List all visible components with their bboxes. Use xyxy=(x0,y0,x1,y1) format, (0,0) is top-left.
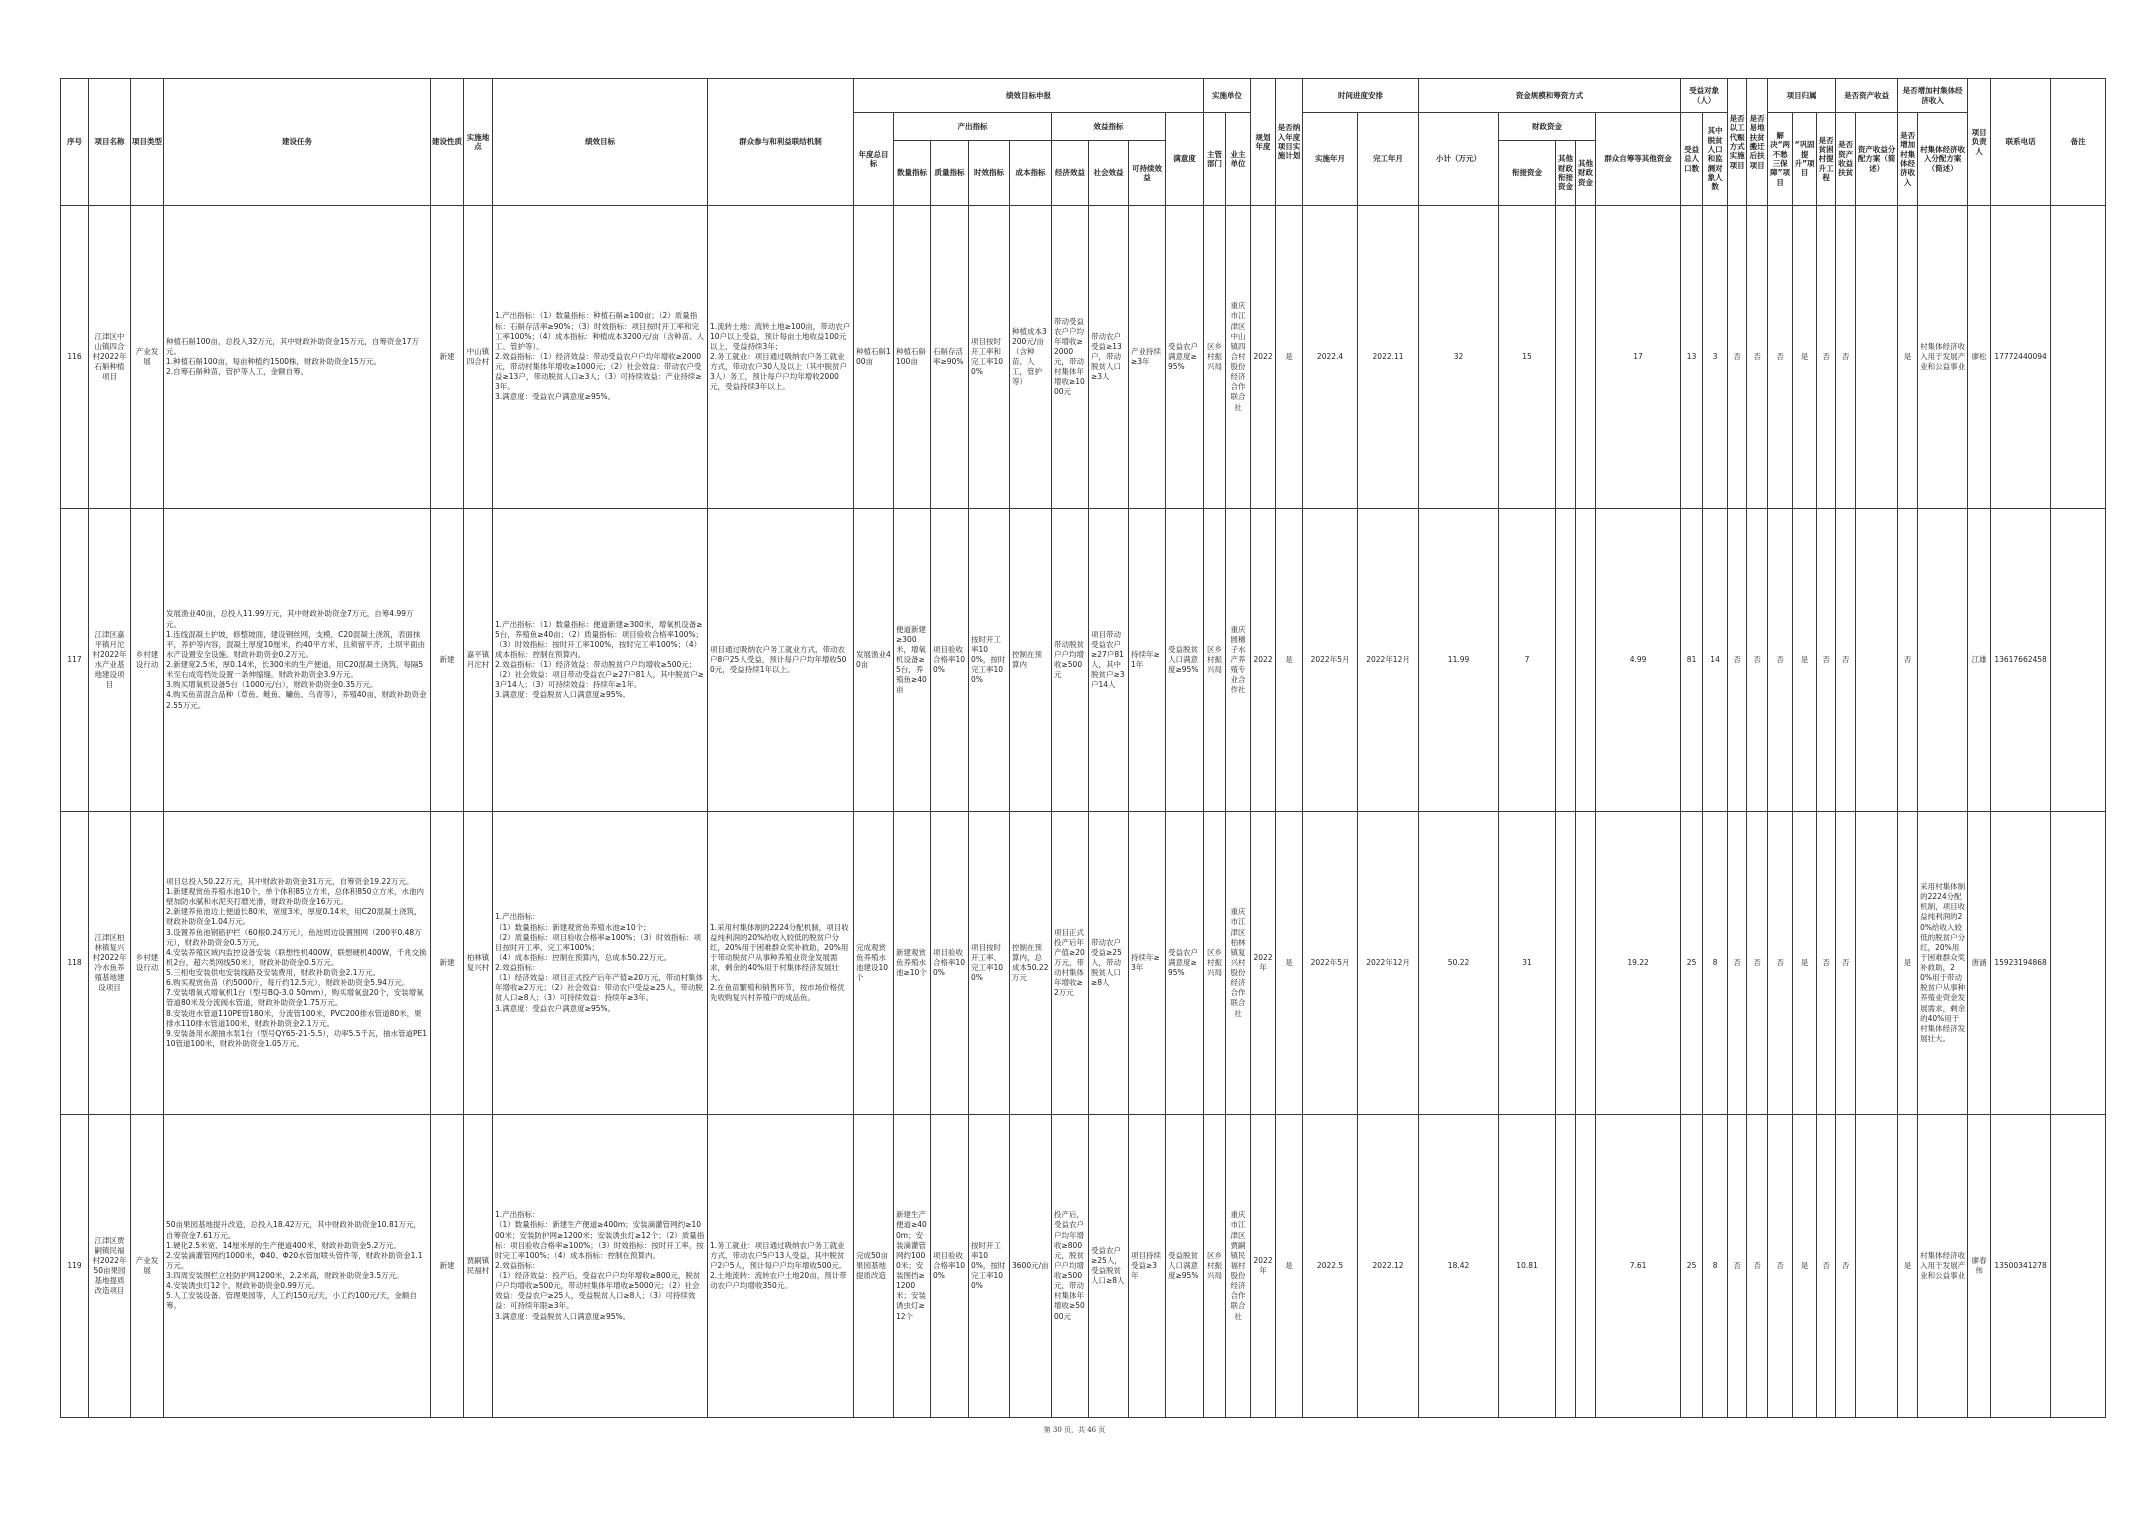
collective-income-cell: 是 xyxy=(1898,1115,1918,1418)
mechanism-cell: 项目通过吸纳农户务工就业方式，带动农户8户25人受益，预计每户户均年增收500元，受益持续1年以上。 xyxy=(708,509,854,812)
self-raised-cell: 7.61 xyxy=(1596,1115,1681,1418)
satisfaction-cell: 受益脱贫人口满意度≥95% xyxy=(1166,509,1204,812)
collective-plan-cell: 村集体经济收入用于发展产业和公益事业 xyxy=(1918,206,1968,509)
location-cell: 柏林镇复兴村 xyxy=(464,812,493,1115)
asset-income-cell: 否 xyxy=(1836,1115,1856,1418)
project-name-cell: 江津区贾嗣镇民福村2022年50亩果园基地提质改造项目 xyxy=(89,1115,131,1418)
collective-plan-cell: 村集体经济收入用于发展产业和公益事业 xyxy=(1918,1115,1968,1418)
header-phone: 联系电话 xyxy=(1991,79,2051,206)
owner-cell: 重庆市江津区贾嗣镇民福村股份经济合作联合社 xyxy=(1226,1115,1251,1418)
project-table xyxy=(60,78,2106,1418)
header-attribution-group: 项目归属 xyxy=(1768,79,1836,113)
poor-beneficiaries-cell: 8 xyxy=(1703,812,1728,1115)
mechanism-cell: 1.流转土地：流转土地≥100亩，带动农户10户以上受益，预计每亩土地收益100元以上，受益持续3年； 2.务工就业：项目通过吸纳农户务工就业方式，带动农户30人及以上（其中脱贫户3人）务工，预计每户户均年增收2000元，受益持续3年以上。 xyxy=(708,206,854,509)
work-relief-cell: 否 xyxy=(1728,1115,1747,1418)
header-leader: 项目负责人 xyxy=(1968,79,1991,206)
timeliness-indicator-cell: 按时开工率100%，按时完工率100% xyxy=(969,509,1010,812)
header-construction-nature: 建设性质 xyxy=(431,79,464,206)
sustain-benefit-cell: 持续年≥3年 xyxy=(1129,812,1166,1115)
header-linked-funds: 衔接资金 xyxy=(1499,141,1556,206)
remark-cell xyxy=(2051,206,2106,509)
header-quality: 质量指标 xyxy=(931,141,969,206)
poor-village-cell: 否 xyxy=(1817,206,1836,509)
construction-nature-cell: 新建 xyxy=(431,812,464,1115)
quality-indicator-cell: 项目验收合格率100% xyxy=(931,509,969,812)
asset-income-cell: 否 xyxy=(1836,206,1856,509)
header-performance-group: 绩效目标申报 xyxy=(854,79,1204,113)
header-in-plan: 是否纳入年度项目实施计划 xyxy=(1276,79,1303,206)
other-linked-funds-cell xyxy=(1556,206,1576,509)
other-fiscal-funds-cell xyxy=(1576,1115,1596,1418)
in-plan-cell: 是 xyxy=(1276,1115,1303,1418)
project-type-cell: 乡村建设行动 xyxy=(131,509,164,812)
social-benefit-cell: 带动农户受益≥13户，带动脱贫人口≥3人 xyxy=(1089,206,1129,509)
qty-indicator-cell: 新建观赏鱼养殖水池≥10个 xyxy=(894,812,931,1115)
header-beneficiary-group: 受益对象（人） xyxy=(1681,79,1728,113)
other-fiscal-funds-cell xyxy=(1576,812,1596,1115)
poor-beneficiaries-cell: 14 xyxy=(1703,509,1728,812)
header-mechanism: 群众参与和利益联结机制 xyxy=(708,79,854,206)
header-satisfaction: 满意度 xyxy=(1166,113,1204,206)
header-self-raised: 群众自筹等其他资金 xyxy=(1596,113,1681,206)
other-linked-funds-cell xyxy=(1556,509,1576,812)
asset-income-cell: 否 xyxy=(1836,509,1856,812)
performance-goal-cell: 1.产出指标：（1）数量指标：便道新建≥300米，增氧机设备≥5台，养殖鱼≥40亩；（2）质量指标：项目验收合格率100%；（3）时效指标：按时开工率100%，按时完工率100%；（4）成本指标：控制在预算内。 2.效益指标：（1）经济效益：带动脱贫户户均增收≥500元；（2）社会效益：项目带动受益农户≥27户81人，其中脱贫户≥3户14人；（3）可持续效益：持续年≥1年。 3.满意度：受益脱贫人口满意度≥95%。 xyxy=(493,509,708,812)
relocation-cell: 否 xyxy=(1747,812,1768,1115)
table-row xyxy=(61,812,2106,1115)
consolidate-cell: 是 xyxy=(1793,206,1817,509)
header-qty: 数量指标 xyxy=(894,141,931,206)
dept-cell: 区乡村振兴局 xyxy=(1204,206,1226,509)
other-linked-funds-cell xyxy=(1556,1115,1576,1418)
cost-indicator-cell: 控制在预算内 xyxy=(1010,509,1052,812)
two-guarantees-cell: 否 xyxy=(1768,509,1793,812)
construction-task-cell: 50亩果园基地提升改造，总投入18.42万元，其中财政补助资金10.81万元，自筹资金7.61万元。 1.硬化2.5米宽、14厘米厚的生产便道400米，财政补助资金5.2万元。 2.安装滴灌管网约1000米，Φ40、Φ20水管加喷头管件等，财政补助资金1.1万元。 3.四周安装围栏立柱防护网1200米，2.2米高，财政补助资金3.5万元。 4.安装诱虫灯12个，财政补助资金0.99万元。 5.人工安装设备、管理果园等，人工约150元/天，小工约100元/天，金额自筹。 xyxy=(164,1115,431,1418)
plan-year-cell: 2022年 xyxy=(1251,812,1276,1115)
social-benefit-cell: 受益农户≥25人，受益脱贫人口≥8人 xyxy=(1089,1115,1129,1418)
collective-income-cell: 否 xyxy=(1898,509,1918,812)
header-annual-target: 年度总目标 xyxy=(854,113,894,206)
header-work-relief: 是否以工代赈方式实施项目 xyxy=(1728,79,1747,206)
work-relief-cell: 否 xyxy=(1728,509,1747,812)
asset-plan-cell xyxy=(1856,812,1898,1115)
table-row xyxy=(61,1115,2106,1418)
subtotal-cell: 32 xyxy=(1419,206,1499,509)
header-asset-plan: 资产收益分配方案（简述） xyxy=(1856,113,1898,206)
leader-cell: 唐涵 xyxy=(1968,812,1991,1115)
seq-cell: 119 xyxy=(61,1115,89,1418)
plan-year-cell: 2022年 xyxy=(1251,1115,1276,1418)
table-row xyxy=(61,206,2106,509)
header-asset-group: 是否资产收益 xyxy=(1836,79,1898,113)
asset-income-cell: 否 xyxy=(1836,812,1856,1115)
plan-year-cell: 2022 xyxy=(1251,509,1276,812)
construction-nature-cell: 新建 xyxy=(431,509,464,812)
owner-cell: 重庆圆穗子水产养殖专业合作社 xyxy=(1226,509,1251,812)
header-economic: 经济效益 xyxy=(1052,141,1089,206)
start-date-cell: 2022.5 xyxy=(1303,1115,1358,1418)
collective-income-cell: 是 xyxy=(1898,206,1918,509)
header-project-type: 项目类型 xyxy=(131,79,164,206)
social-benefit-cell: 带动农户受益≥25人，带动脱贫人口≥8人 xyxy=(1089,812,1129,1115)
header-owner: 业主单位 xyxy=(1226,113,1251,206)
consolidate-cell: 是 xyxy=(1793,812,1817,1115)
relocation-cell: 否 xyxy=(1747,1115,1768,1418)
timeliness-indicator-cell: 项目按时开工率、完工率100% xyxy=(969,812,1010,1115)
owner-cell: 重庆市江津区中山镇四合村股份经济合作联合社 xyxy=(1226,206,1251,509)
qty-indicator-cell: 便道新建≥300米，增氧机设备≥5台，养殖鱼≥40亩 xyxy=(894,509,931,812)
beneficiaries-cell: 25 xyxy=(1681,1115,1703,1418)
project-name-cell: 江津区中山镇四合村2022年石斛种植项目 xyxy=(89,206,131,509)
construction-task-cell: 种植石斛100亩，总投入32万元，其中财政补助资金15万元，自筹资金17万元。 1.种植石斛100亩，每亩种植约1500株，财政补助资金15万元。 2.自筹石斛种苗，管护等人工，金额自筹。 xyxy=(164,206,431,509)
construction-task-cell: 项目总投入50.22万元，其中财政补助资金31万元，自筹资金19.22万元。 1.新建观赏鱼养殖水池10个，单个体积85立方米，总体积850立方米，水池内壁加防水腻和水泥夹打磨光滑，财政补助资金16万元。 2.新建养鱼池边上便道长80米，宽度3米，厚度0.14米，用C20混凝土浇筑，财政补助资金1.04万元。 3.设置养鱼池钢筋护栏（60根0.24万元），鱼池周边设置围网（200平0.48万元），财政补助资金0.5万元。 4.安装养殖区域内监控设备安装（联想性机400W，联想硬机400W，千兆交换机2台，超六类网线50米），财政补助资金0.5万元。 5.三相电安装供电安装线路及安装费用，财政补助资金2.1万元。 6.购买观赏鱼苗（约5000斤，每斤约12.5元），财政补助资金5.94万元。 7.安装增氧式增氧机1台（型号BQ-3.0 50mm），购买增氧盘20个，安装增氧管道80米及分流阀水管道，财政补助资金1.75万元。 8.安装进水管道110PE管180米，分流管100米，PVC200排水管道80米，果排水110排水管道100米，财政补助资金2.1万元。 9.安装备用水源抽水泵1台（型号QY65-21-5.5），功率5.5千瓦，抽水管道PE110管道100米，财政补助资金1.05万元。 xyxy=(164,812,431,1115)
plan-year-cell: 2022 xyxy=(1251,206,1276,509)
asset-plan-cell xyxy=(1856,509,1898,812)
header-benefit-group: 效益指标 xyxy=(1052,113,1166,141)
end-date-cell: 2022.11 xyxy=(1358,206,1419,509)
relocation-cell: 否 xyxy=(1747,509,1768,812)
header-dept: 主管部门 xyxy=(1204,113,1226,206)
start-date-cell: 2022年5月 xyxy=(1303,812,1358,1115)
consolidate-cell: 是 xyxy=(1793,1115,1817,1418)
seq-cell: 118 xyxy=(61,812,89,1115)
header-remark: 备注 xyxy=(2051,79,2106,206)
performance-goal-cell: 1.产出指标：（1）数量指标：种植石斛≥100亩；（2）质量指标：石斛存活率≥90%；（3）时效指标：项目按时开工率和完工率100%；（4）成本指标：种植成本3200元/亩（含种苗、人工、管护等）。 2.效益指标：（1）经济效益：带动受益农户户均年增收≥2000元，带动村集体年增收≥1000元；（2）社会效益：带动农户受益≥13户，带动脱贫人口≥3人；（3）可持续效益：产业持续≥3年。 3.满意度：受益农户满意度≥95%。 xyxy=(493,206,708,509)
poor-village-cell: 否 xyxy=(1817,1115,1836,1418)
other-fiscal-funds-cell xyxy=(1576,206,1596,509)
work-relief-cell: 否 xyxy=(1728,812,1747,1115)
satisfaction-cell: 受益脱贫人口满意度≥95% xyxy=(1166,1115,1204,1418)
linked-funds-cell: 15 xyxy=(1499,206,1556,509)
header-cost: 成本指标 xyxy=(1010,141,1052,206)
quality-indicator-cell: 石斛存活率≥90% xyxy=(931,206,969,509)
other-fiscal-funds-cell xyxy=(1576,509,1596,812)
sustain-benefit-cell: 产业持续≥3年 xyxy=(1129,206,1166,509)
in-plan-cell: 是 xyxy=(1276,509,1303,812)
header-sustain: 可持续效益 xyxy=(1129,141,1166,206)
header-fiscal-group: 财政资金 xyxy=(1499,113,1596,141)
construction-nature-cell: 新建 xyxy=(431,1115,464,1418)
quality-indicator-cell: 项目验收合格率100% xyxy=(931,1115,969,1418)
in-plan-cell: 是 xyxy=(1276,812,1303,1115)
self-raised-cell: 19.22 xyxy=(1596,812,1681,1115)
project-name-cell: 江津区嘉平镇月沱村2022年水产业基地建设项目 xyxy=(89,509,131,812)
two-guarantees-cell: 否 xyxy=(1768,206,1793,509)
location-cell: 嘉平镇月沱村 xyxy=(464,509,493,812)
in-plan-cell: 是 xyxy=(1276,206,1303,509)
sustain-benefit-cell: 项目持续受益≥3年 xyxy=(1129,1115,1166,1418)
start-date-cell: 2022.4 xyxy=(1303,206,1358,509)
phone-cell: 13617662458 xyxy=(1991,509,2051,812)
satisfaction-cell: 受益农户满意度≥95% xyxy=(1166,206,1204,509)
work-relief-cell: 否 xyxy=(1728,206,1747,509)
header-collective-income: 是否增加村集体经济收入 xyxy=(1898,113,1918,206)
self-raised-cell: 17 xyxy=(1596,206,1681,509)
remark-cell xyxy=(2051,509,2106,812)
header-seq: 序号 xyxy=(61,79,89,206)
table-row xyxy=(61,509,2106,812)
satisfaction-cell: 受益农户满意度≥95% xyxy=(1166,812,1204,1115)
start-date-cell: 2022年5月 xyxy=(1303,509,1358,812)
other-linked-funds-cell xyxy=(1556,812,1576,1115)
annual-target-cell: 种植石斛100亩 xyxy=(854,206,894,509)
remark-cell xyxy=(2051,1115,2106,1418)
two-guarantees-cell: 否 xyxy=(1768,1115,1793,1418)
leader-cell: 廖松 xyxy=(1968,206,1991,509)
project-type-cell: 乡村建设行动 xyxy=(131,812,164,1115)
timeliness-indicator-cell: 项目按时开工率和完工率100% xyxy=(969,206,1010,509)
collective-plan-cell xyxy=(1918,509,1968,812)
remark-cell xyxy=(2051,812,2106,1115)
seq-cell: 116 xyxy=(61,206,89,509)
leader-cell: 廖春伟 xyxy=(1968,1115,1991,1418)
construction-nature-cell: 新建 xyxy=(431,206,464,509)
social-benefit-cell: 项目带动受益农户≥27户81人，其中脱贫户≥3户14人 xyxy=(1089,509,1129,812)
economic-benefit-cell: 带动脱贫户户均增收≥500元 xyxy=(1052,509,1089,812)
consolidate-cell: 是 xyxy=(1793,509,1817,812)
header-performance-goal: 绩效目标 xyxy=(493,79,708,206)
linked-funds-cell: 7 xyxy=(1499,509,1556,812)
linked-funds-cell: 31 xyxy=(1499,812,1556,1115)
collective-income-cell: 是 xyxy=(1898,812,1918,1115)
subtotal-cell: 11.99 xyxy=(1419,509,1499,812)
poor-village-cell: 否 xyxy=(1817,812,1836,1115)
beneficiaries-cell: 13 xyxy=(1681,206,1703,509)
asset-plan-cell xyxy=(1856,206,1898,509)
header-consolidate: “巩固提升”项目 xyxy=(1793,113,1817,206)
end-date-cell: 2022年12月 xyxy=(1358,812,1419,1115)
header-poor-village: 是否贫困村提升工程 xyxy=(1817,113,1836,206)
header-social: 社会效益 xyxy=(1089,141,1129,206)
table-body xyxy=(61,206,2106,1418)
end-date-cell: 2022年12月 xyxy=(1358,509,1419,812)
cost-indicator-cell: 控制在预算内，总成本50.22万元 xyxy=(1010,812,1052,1115)
location-cell: 贾嗣镇民福村 xyxy=(464,1115,493,1418)
sustain-benefit-cell: 持续年≥1年 xyxy=(1129,509,1166,812)
project-type-cell: 产业发展 xyxy=(131,1115,164,1418)
header-subtotal: 小计（万元） xyxy=(1419,113,1499,206)
mechanism-cell: 1.务工就业：项目通过吸纳农户务工就业方式，带动农户5户13人受益，其中脱贫户2户5人，预计每户户均年增收500元。 2.土地流转：流转农户土地20亩，预计带动农户户均增收350元。 xyxy=(708,1115,854,1418)
phone-cell: 15923194868 xyxy=(1991,812,2051,1115)
asset-plan-cell xyxy=(1856,1115,1898,1418)
subtotal-cell: 18.42 xyxy=(1419,1115,1499,1418)
header-collective-plan: 村集体经济收入分配方案（简述） xyxy=(1918,113,1968,206)
seq-cell: 117 xyxy=(61,509,89,812)
header-timeliness: 时效指标 xyxy=(969,141,1010,206)
economic-benefit-cell: 带动受益农户户均年增收≥2000元，带动村集体年增收≥1000元 xyxy=(1052,206,1089,509)
quality-indicator-cell: 项目验收合格率100% xyxy=(931,812,969,1115)
header-relocation: 是否易地扶贫搬迁后扶项目 xyxy=(1747,79,1768,206)
self-raised-cell: 4.99 xyxy=(1596,509,1681,812)
cost-indicator-cell: 3600元/亩 xyxy=(1010,1115,1052,1418)
qty-indicator-cell: 新建生产便道≥400m；安装滴灌管网约1000米；安装围挡≥1200米；安装诱虫灯≥12个 xyxy=(894,1115,931,1418)
header-project-name: 项目名称 xyxy=(89,79,131,206)
project-name-cell: 江津区柏林镇复兴村2022年冷水鱼养殖基地建设项目 xyxy=(89,812,131,1115)
poor-village-cell: 否 xyxy=(1817,509,1836,812)
timeliness-indicator-cell: 按时开工率100%，按时完工率100% xyxy=(969,1115,1010,1418)
annual-target-cell: 完成观赏鱼养殖水池建设10个 xyxy=(854,812,894,1115)
beneficiaries-cell: 25 xyxy=(1681,812,1703,1115)
performance-goal-cell: 1.产出指标： （1）数量指标：新建观赏鱼养殖水池≥10个； （2）质量指标：项目验收合格率≥100%；（3）时效指标：项目按时开工率、完工率100%； （4）成本指标：控制在预算内，总成本50.22万元。 2.效益指标： （1）经济效益：项目正式投产后年产值≥20万元，带动村集体年增收≥2万元；（2）社会效益：带动农户受益≥25人，带动脱贫人口≥8人；（3）可持续效益：持续年≥3年。 3.满意度：受益农户满意度≥95%。 xyxy=(493,812,708,1115)
header-other-linked: 其他财政衔接资金 xyxy=(1556,141,1576,206)
header-schedule-group: 时间进度安排 xyxy=(1303,79,1419,113)
header-construction-task: 建设任务 xyxy=(164,79,431,206)
header-output-group: 产出指标 xyxy=(894,113,1052,141)
header-end: 完工年月 xyxy=(1358,113,1419,206)
mechanism-cell: 1.采用村集体制的2224分配机制，项目收益纯利润的20%给收入较低的脱贫户分红，20%用于困难群众奖补救助，20%用于带动脱贫户从事种养殖业资金发展需求，剩余的40%用于村集体经济发展壮大。 2.在鱼苗繁殖和销售环节，按市场价格优先收购复兴村养殖户的成品鱼。 xyxy=(708,812,854,1115)
end-date-cell: 2022.12 xyxy=(1358,1115,1419,1418)
economic-benefit-cell: 投产后，受益农户户均年增收≥800元，脱贫户户均增收≥500元，带动村集体年增收≥5000元 xyxy=(1052,1115,1089,1418)
phone-cell: 17772440094 xyxy=(1991,206,2051,509)
qty-indicator-cell: 种植石斛100亩 xyxy=(894,206,931,509)
header-beneficiaries: 受益总人口数 xyxy=(1681,113,1703,206)
header-other-fiscal: 其他财政资金 xyxy=(1576,141,1596,206)
header-two-guarantees: 解决“两不愁三保障”项目 xyxy=(1768,113,1793,206)
performance-goal-cell: 1.产出指标： （1）数量指标：新建生产便道≥400m；安装滴灌管网约≥1000米；安装防护网≥1200米；安装诱虫灯≥12个；（2）质量指标：项目验收合格率≥100%；（3）时效指标：按时开工率，按时完工率100%；（4）成本指标：控制在预算内。 2.效益指标： （1）经济效益：投产后，受益农户户均年增收≥800元，脱贫户户均增收≥500元，带动村集体年增收≥5000元；（2）社会效益：受益农户≥25人，受益脱贫人口≥8人；（3）可持续效益：可持续年限≥3年。 3.满意度：受益脱贫人口满意度≥95%。 xyxy=(493,1115,708,1418)
collective-plan-cell: 采用村集体制的2224分配机制，项目收益纯利润的20%给收入较低的脱贫户分红，20%用于困难群众奖补救助，20%用于带动脱贫户从事种养殖业资金发展需求，剩余的40%用于村集体经济发展壮大。 xyxy=(1918,812,1968,1115)
relocation-cell: 否 xyxy=(1747,206,1768,509)
construction-task-cell: 发展渔业40亩，总投入11.99万元，其中财政补助资金7万元，自筹4.99万元。 1.连线混凝土护坡，修整坡面，建设钢丝网，支模，C20混凝土浇筑，表面抹平，养护等内容，混凝土厚度10厘米，约40平方米，且须留平齐，土坝平面由水产设置安全设施。财政补助资金0.2万元。 2.新建宽2.5米，厚0.14米，长300米的生产便道，用C20混凝土浇筑，每隔5米至右成弯档处设置一条伸缩缝。财政补助资金3.9万元。 3.购买增氧机设备5台（1000元/台），财政补助资金0.35万元。 4.购买鱼苗混合品种（草鱼、鲢鱼、鳙鱼、乌青等），养殖40亩，财政补助资金2.55万元。 xyxy=(164,509,431,812)
phone-cell: 13500341278 xyxy=(1991,1115,2051,1418)
table-header xyxy=(61,79,2106,206)
subtotal-cell: 50.22 xyxy=(1419,812,1499,1115)
annual-target-cell: 发展渔业40亩 xyxy=(854,509,894,812)
owner-cell: 重庆市江津区柏林镇复兴村股份经济合作联合社 xyxy=(1226,812,1251,1115)
beneficiaries-cell: 81 xyxy=(1681,509,1703,812)
dept-cell: 区乡村振兴局 xyxy=(1204,812,1226,1115)
header-start: 实施年月 xyxy=(1303,113,1358,206)
page-footer: 第 30 页，共 46 页 xyxy=(1043,1426,1106,1434)
location-cell: 中山镇四合村 xyxy=(464,206,493,509)
cost-indicator-cell: 种植成本3200元/亩（含种苗，人工，管护等） xyxy=(1010,206,1052,509)
header-fund-group: 资金规模和筹资方式 xyxy=(1419,79,1681,113)
header-unit-group: 实施单位 xyxy=(1204,79,1251,113)
two-guarantees-cell: 否 xyxy=(1768,812,1793,1115)
header-plan-year: 规划年度 xyxy=(1251,79,1276,206)
poor-beneficiaries-cell: 3 xyxy=(1703,206,1728,509)
economic-benefit-cell: 项目正式投产后年产值≥20万元，带动村集体年增收≥2万元 xyxy=(1052,812,1089,1115)
project-type-cell: 产业发展 xyxy=(131,206,164,509)
dept-cell: 区乡村振兴局 xyxy=(1204,1115,1226,1418)
poor-beneficiaries-cell: 8 xyxy=(1703,1115,1728,1418)
linked-funds-cell: 10.81 xyxy=(1499,1115,1556,1418)
leader-cell: 江雄 xyxy=(1968,509,1991,812)
header-poor-beneficiaries: 其中脱贫人口和监测对象人数 xyxy=(1703,113,1728,206)
header-asset-income: 是否资产收益扶贫 xyxy=(1836,113,1856,206)
annual-target-cell: 完成50亩果园基地提质改造 xyxy=(854,1115,894,1418)
dept-cell: 区乡村振兴局 xyxy=(1204,509,1226,812)
header-collective-group: 是否增加村集体经济收入 xyxy=(1898,79,1968,113)
header-location: 实施地点 xyxy=(464,79,493,206)
